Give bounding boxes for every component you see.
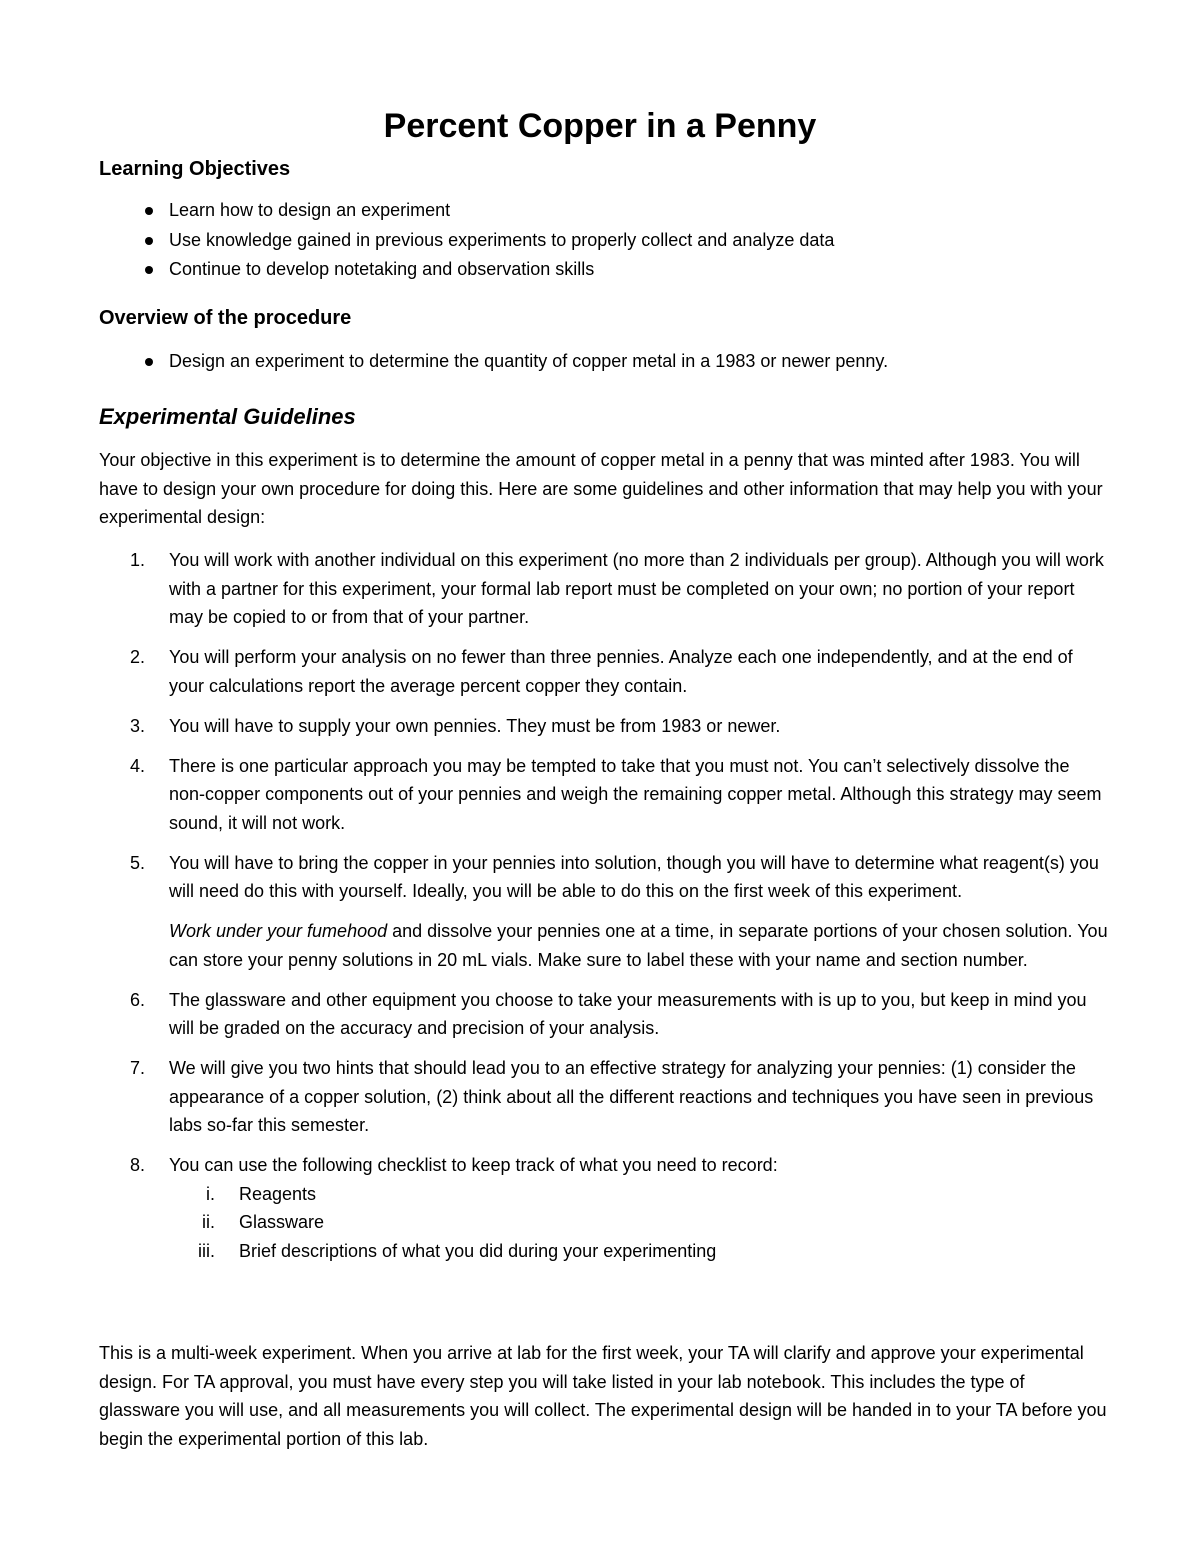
checklist-item: iii. Brief descriptions of what you did during your experimenting (198, 1240, 717, 1261)
learning-objectives-list (99, 196, 1109, 285)
overview-heading: Overview of the procedure (99, 307, 352, 329)
closing-paragraph: This is a multi-week experiment. When you arrive at lab for the first week, your TA will clarify and approve your experimental design. For TA approval, you must have every step you will take listed in your lab notebook. This includes the type of glassware you will use, and all measurements you will collect. The experimental design will be handed in to your TA before you begin the experimental portion of this lab. (99, 1343, 1107, 1449)
guidelines-heading: Experimental Guidelines (99, 404, 356, 429)
guideline-item-1: 1. You will work with another individual on this experiment (no more than 2 individuals per group). Although you will work with a partner for this experiment, your formal lab report must be completed on your own; no portion of your report may be copied to or from that of your partner. (130, 550, 1104, 627)
checklist (169, 1180, 1109, 1266)
guideline-item-8: 8. You can use the following checklist to keep track of what you need to record: i. Reagents ii. Glassware iii. Brief descriptions of what you did during your experimenting (99, 1151, 1109, 1265)
list-item: Design an experiment to determine the quantity of copper metal in a 1983 or newer penny. (99, 347, 1109, 377)
guideline-item-6: 6. The glassware and other equipment you choose to take your measurements with is up to you, but keep in mind you will be graded on the accuracy and precision of your analysis. (130, 989, 1087, 1038)
checklist-item: i. Reagents (206, 1183, 317, 1204)
overview-list (99, 347, 1109, 377)
list-item: Learn how to design an experiment (99, 196, 1109, 226)
guideline-item-7: 7. We will give you two hints that should lead you to an effective strategy for analyzing your pennies: (1) consider the appearance of a copper solution, (2) think about all the different reactions and techniques you have seen in previous labs so-far this semester. (130, 1058, 1094, 1135)
guideline-item-4: 4. There is one particular approach you may be tempted to take that you must not. You can’t selectively dissolve the non-copper components out of your pennies and weigh the remaining copper metal. Although this strategy may seem sound, it will not work. (130, 755, 1102, 833)
list-item: Continue to develop notetaking and observation skills (99, 255, 1109, 285)
guideline-item-5: 5. You will have to bring the copper in your pennies into solution, though you will have to determine what reagent(s) you will need do this with yourself. Ideally, you will be able to do this on the first week of this experiment. Work under your fumehood and dissolve your pennies one at a time, in separate portions of your chosen solution. You can store your penny solutions in 20 mL vials. Make sure to label these with your name and section number. (99, 849, 1109, 975)
guideline-item-3: 3. You will have to supply your own pennies. They must be from 1983 or newer. (130, 715, 781, 736)
list-item: Use knowledge gained in previous experiments to properly collect and analyze data (99, 226, 1109, 256)
guidelines-intro: Your objective in this experiment is to determine the amount of copper metal in a penny that was minted after 1983. You will have to design your own procedure for doing this. Here are some guidelines and other information that may help you with your experimental design: (99, 450, 1103, 527)
guideline-item-5-subparagraph: Work under your fumehood and dissolve your pennies one at a time, in separate portions of your chosen solution. You can store your penny solutions in 20 mL vials. Make sure to label these with your name and section number. (169, 921, 1108, 970)
checklist-item: ii. Glassware (202, 1212, 325, 1232)
guideline-item-2: 2. You will perform your analysis on no fewer than three pennies. Analyze each one independently, and at the end of your calculations report the average percent copper they contain. (130, 647, 1073, 696)
bullet-icon (145, 207, 153, 215)
page-title: Percent Copper in a Penny (383, 107, 817, 145)
bullet-icon (145, 237, 153, 245)
guidelines-list (99, 546, 1109, 1277)
learning-objectives-heading: Learning Objectives (99, 158, 291, 180)
bullet-icon (145, 358, 153, 366)
bullet-icon (145, 266, 153, 274)
